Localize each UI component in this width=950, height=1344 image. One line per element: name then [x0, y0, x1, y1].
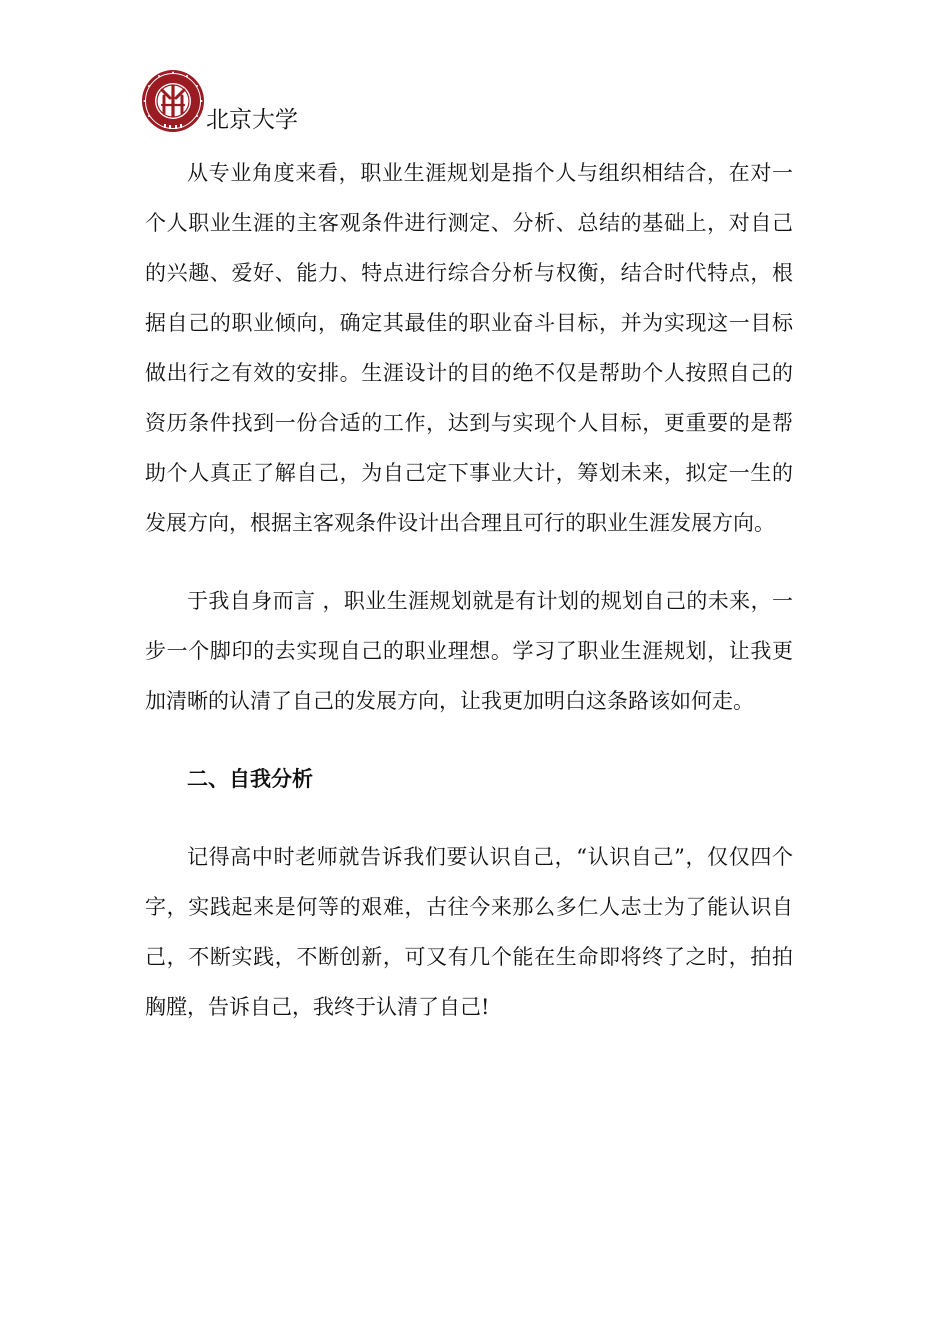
- paragraph-spacer: [145, 804, 793, 832]
- paragraph-know-yourself: 记得高中时老师就告诉我们要认识自己，“认识自己”，仅仅四个字，实践起来是何等的艰难，古往今来那么多仁人志士为了能认识自己，不断实践，不断创新，可又有几个能在生命即将终了之时，拍拍胸膛，告诉自己，我终于认清了自己!: [145, 845, 793, 1019]
- section-heading-self-analysis: 二、自我分析: [187, 767, 313, 791]
- paragraph-spacer: [145, 548, 793, 576]
- peking-university-seal-icon: [140, 68, 206, 134]
- paragraph-personal-view: 于我自身而言 ，职业生涯规划就是有计划的规划自己的未来，一步一个脚印的去实现自己的职业理想。学习了职业生涯规划，让我更加清晰的认清了自己的发展方向，让我更加明白这条路该如何走。: [145, 589, 793, 713]
- school-name: 北京大学: [206, 107, 298, 133]
- paragraph-spacer: [145, 726, 793, 754]
- page-header: [140, 68, 400, 138]
- paragraph-career-planning-definition: 从专业角度来看，职业生涯规划是指个人与组织相结合，在对一个人职业生涯的主客观条件进行测定、分析、总结的基础上，对自己的兴趣、爱好、能力、特点进行综合分析与权衡，结合时代特点，根据自己的职业倾向，确定其最佳的职业奋斗目标，并为实现这一目标做出行之有效的安排。生涯设计的目的绝不仅是帮助个人按照自己的资历条件找到一份合适的工作，达到与实现个人目标，更重要的是帮助个人真正了解自己，为自己定下事业大计，筹划未来，拟定一生的发展方向，根据主客观条件设计出合理且可行的职业生涯发展方向。: [145, 161, 793, 535]
- document-body: [145, 148, 793, 1032]
